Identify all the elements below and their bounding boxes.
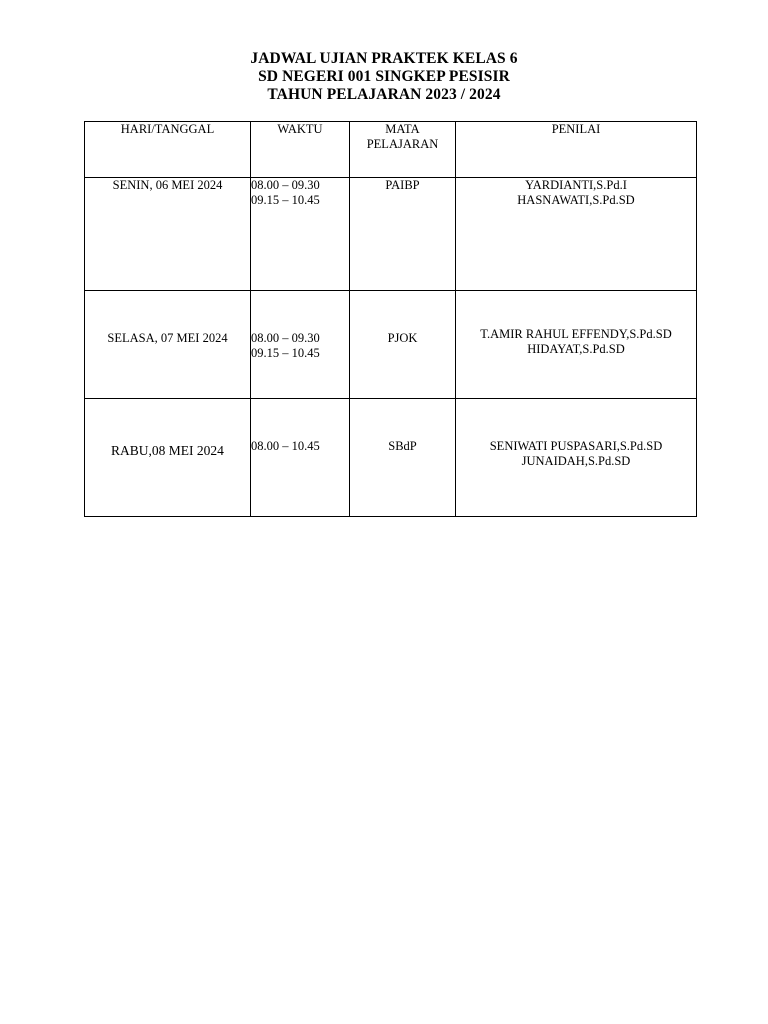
cell-waktu	[251, 399, 350, 517]
hari-text: SELASA, 07 MEI 2024	[107, 331, 228, 345]
penilai-line-1: T.AMIR RAHUL EFFENDY,S.Pd.SD	[480, 327, 672, 341]
schedule-table	[84, 121, 697, 517]
cell-penilai	[456, 291, 697, 399]
title-line-1: JADWAL UJIAN PRAKTEK KELAS 6	[250, 50, 518, 67]
table-header-row	[85, 122, 697, 178]
cell-waktu	[251, 178, 350, 291]
header-penilai	[456, 122, 697, 178]
cell-mata-pelajaran	[350, 178, 456, 291]
penilai-line-1: YARDIANTI,S.Pd.I	[525, 178, 627, 192]
mapel-text: PJOK	[387, 331, 418, 345]
penilai-line-2: HIDAYAT,S.Pd.SD	[527, 342, 625, 356]
waktu-line-1: 08.00 – 09.30	[251, 331, 320, 345]
cell-mata-pelajaran	[350, 399, 456, 517]
waktu-line-1: 08.00 – 09.30	[251, 178, 320, 192]
penilai-line-1: SENIWATI PUSPASARI,S.Pd.SD	[489, 439, 663, 453]
header-waktu-label: WAKTU	[277, 122, 323, 136]
hari-text: SENIN, 06 MEI 2024	[112, 178, 223, 192]
cell-mata-pelajaran	[350, 291, 456, 399]
header-mata-pelajaran	[350, 122, 456, 178]
title-line-2: SD NEGERI 001 SINGKEP PESISIR	[258, 68, 510, 85]
hari-text: RABU,08 MEI 2024	[111, 443, 224, 458]
table-row	[85, 178, 697, 291]
cell-hari-tanggal	[85, 178, 251, 291]
cell-penilai	[456, 178, 697, 291]
title-line-3: TAHUN PELAJARAN 2023 / 2024	[267, 86, 501, 103]
cell-penilai	[456, 399, 697, 517]
header-hari-label: HARI/TANGGAL	[120, 122, 215, 136]
document-title	[0, 50, 768, 104]
header-mapel-line2: PELAJARAN	[366, 137, 439, 151]
cell-hari-tanggal	[85, 291, 251, 399]
cell-waktu	[251, 291, 350, 399]
penilai-line-2: JUNAIDAH,S.Pd.SD	[521, 454, 631, 468]
header-mapel-line1: MATA	[385, 122, 420, 136]
header-waktu	[251, 122, 350, 178]
table-row	[85, 291, 697, 399]
mapel-text: SBdP	[388, 439, 417, 453]
header-penilai-label: PENILAI	[551, 122, 601, 136]
waktu-line-2: 09.15 – 10.45	[251, 193, 320, 207]
penilai-line-2: HASNAWATI,S.Pd.SD	[517, 193, 635, 207]
waktu-line-1: 08.00 – 10.45	[251, 439, 320, 453]
waktu-line-2: 09.15 – 10.45	[251, 346, 320, 360]
table-row	[85, 399, 697, 517]
mapel-text: PAIBP	[385, 178, 420, 192]
header-hari-tanggal	[85, 122, 251, 178]
cell-hari-tanggal	[85, 399, 251, 517]
